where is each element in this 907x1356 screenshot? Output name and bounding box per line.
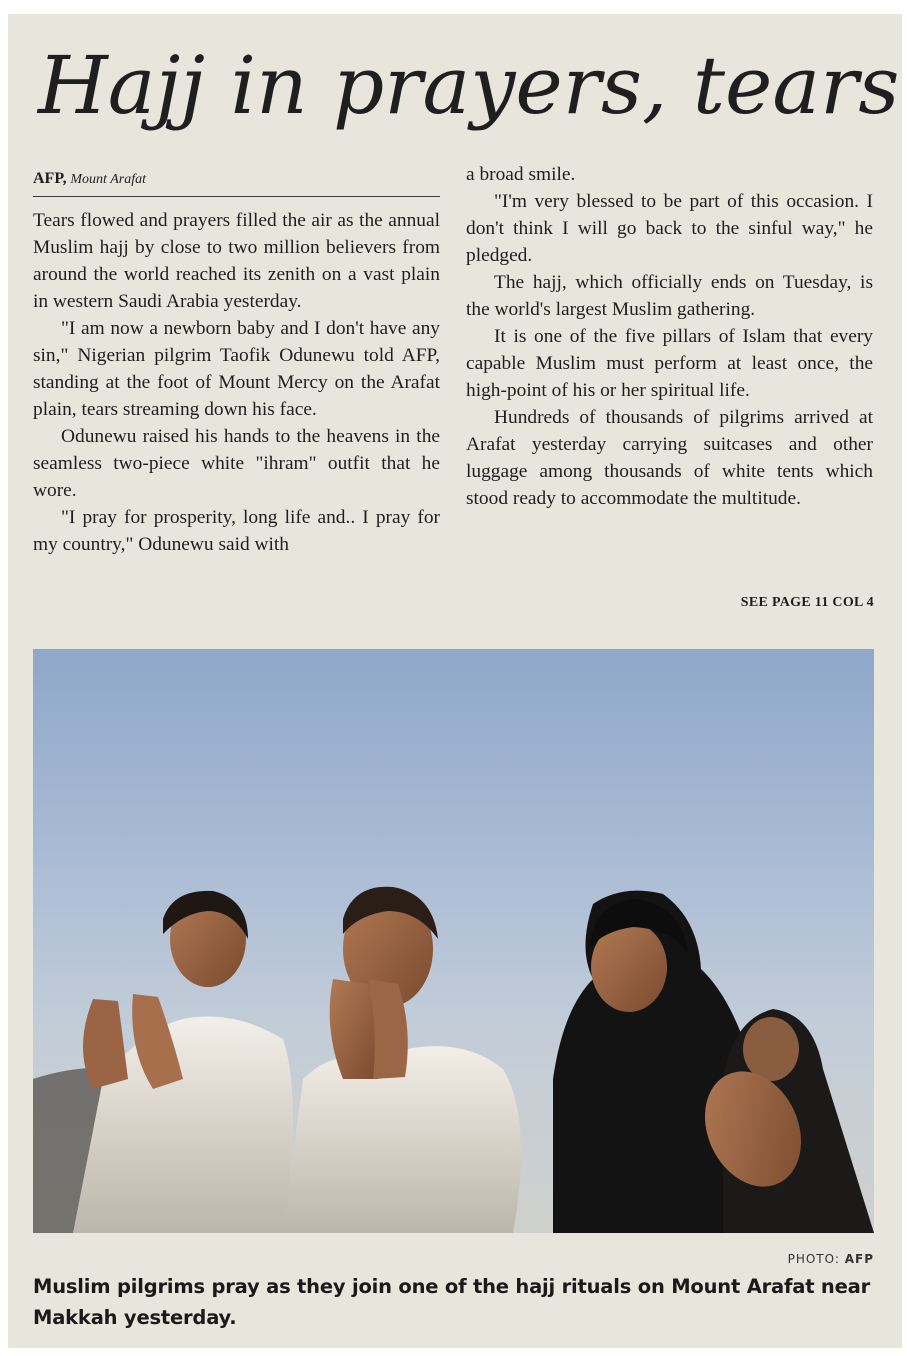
newspaper-page xyxy=(8,14,902,1348)
byline xyxy=(33,169,440,197)
news-photo xyxy=(33,649,874,1233)
continuation-note: SEE PAGE 11 COL 4 xyxy=(740,595,874,610)
paragraph: Tears flowed and prayers filled the air as the annual Muslim hajj by close to two million believers from around the world reached its zenith on a vast plain in western Saudi Arabia yesterday. xyxy=(33,210,440,312)
headline: Hajj in prayers, tears xyxy=(38,39,900,132)
byline-agency: AFP, xyxy=(33,170,67,187)
photo-credit-prefix: PHOTO: xyxy=(787,1252,840,1266)
paragraph: "I pray for prosperity, long life and.. I pray for my country," Odunewu said with xyxy=(33,507,440,555)
paragraph: Hundreds of thousands of pilgrims arrived at Arafat yesterday carrying suitcases and other luggage among thousands of white tents which stood ready to accommodate the multitude. xyxy=(466,407,873,509)
paragraph: "I am now a newborn baby and I don't have any sin," Nigerian pilgrim Taofik Odunewu told AFP, standing at the foot of Mount Mercy on the Arafat plain, tears streaming down his face. xyxy=(33,318,440,420)
article-column-1 xyxy=(33,207,440,558)
photo-credit xyxy=(608,1252,874,1266)
pilgrims-praying-illustration xyxy=(33,649,874,1233)
article-column-2 xyxy=(466,161,873,512)
paragraph: Odunewu raised his hands to the heavens in the seamless two-piece white "ihram" outfit that he wore. xyxy=(33,426,440,501)
paragraph: The hajj, which officially ends on Tuesday, is the world's largest Muslim gathering. xyxy=(466,272,873,320)
paragraph: It is one of the five pillars of Islam that every capable Muslim must perform at least once, the high-point of his or her spiritual life. xyxy=(466,326,873,401)
byline-place: Mount Arafat xyxy=(70,172,146,187)
paragraph: "I'm very blessed to be part of this occasion. I don't think I will go back to the sinful way," he pledged. xyxy=(466,191,873,266)
photo-credit-source: AFP xyxy=(844,1252,874,1266)
photo-caption: Muslim pilgrims pray as they join one of the hajj rituals on Mount Arafat near Makkah yesterday. xyxy=(33,1275,870,1329)
paragraph: a broad smile. xyxy=(466,164,576,185)
